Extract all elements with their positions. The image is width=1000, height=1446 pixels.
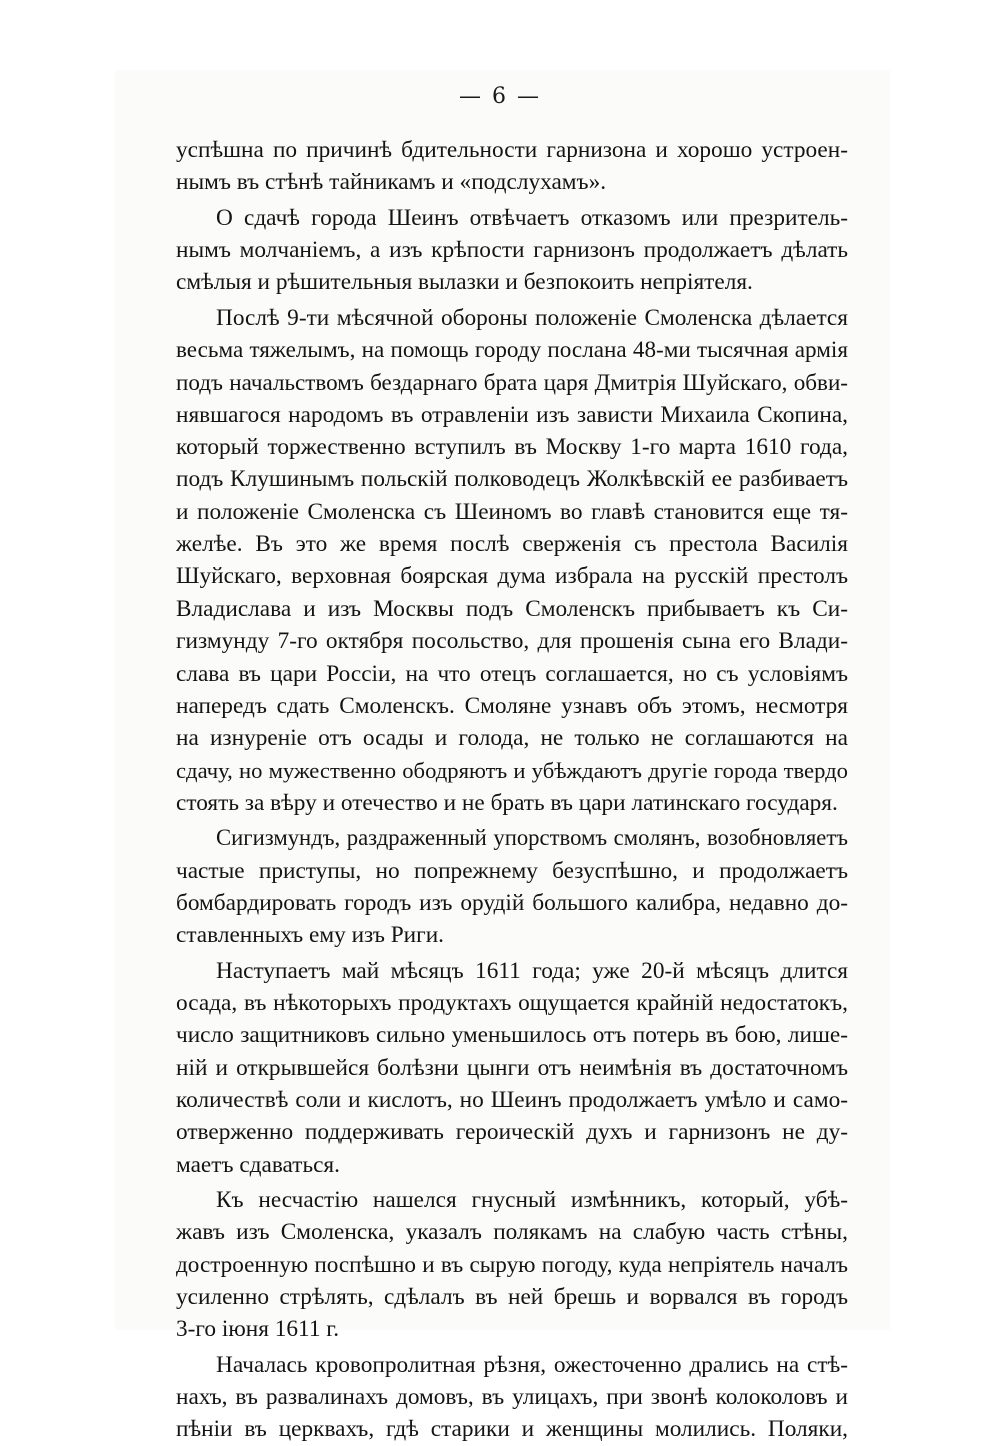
text-line: достроенную поспѣшно и въ сырую погоду, куда непріятель началъ <box>176 1251 848 1278</box>
paragraph <box>176 134 848 199</box>
text-line: Владислава и изъ Москвы подъ Смоленскъ прибываетъ къ Си- <box>176 595 848 622</box>
paragraph <box>176 302 848 820</box>
text-line: нахъ, въ развалинахъ домовъ, въ улицахъ, при звонѣ колоколовъ и <box>176 1384 848 1411</box>
text-line: Наступаетъ май мѣсяцъ 1611 года; уже 20-й мѣсяцъ длится <box>216 957 848 984</box>
text-line: напередъ сдать Смоленскъ. Смоляне узнавъ объ этомъ, несмотря <box>176 692 848 719</box>
text-line: О сдачѣ города Шеинъ отвѣчаетъ отказомъ или презритель- <box>216 204 848 231</box>
text-line: стоять за вѣру и отечество и не брать въ цари латинскаго государя. <box>176 789 838 816</box>
text-line: желѣе. Въ это же время послѣ сверженія съ престола Василія <box>176 531 848 558</box>
text-line: Сигизмундъ, раздраженный упорствомъ смолянъ, возобновляетъ <box>216 825 848 851</box>
text-line: на изнуреніе отъ осады и голода, не только не соглашаются на <box>176 725 848 752</box>
text-line: и положеніе Смоленска съ Шеиномъ во главѣ становится еще тя- <box>176 498 848 525</box>
paragraph <box>176 822 848 951</box>
text-line: 3-го іюня 1611 г. <box>176 1316 340 1343</box>
text-line: частые приступы, но попрежнему безуспѣшно, и продолжаетъ <box>176 857 848 884</box>
text-line: гизмунду 7-го октября посольство, для прошенія сына его Влади- <box>176 628 848 655</box>
text-line: слава въ цари Россіи, на что отецъ соглашается, но съ условіямъ <box>176 660 848 687</box>
text-line: маетъ сдаваться. <box>176 1151 340 1178</box>
text-line: подъ Клушинымъ польскій полководецъ Жолкѣвскій ее разбиваетъ <box>176 466 848 493</box>
paragraph <box>176 1349 848 1446</box>
text-line: смѣлыя и рѣшительныя вылазки и безпокоить непріятеля. <box>176 269 753 296</box>
text-line: Шуйскаго, верховная боярская дума избрала на русскій престолъ <box>176 563 848 590</box>
text-line: бомбардировать городъ изъ орудій большого калибра, недавно до- <box>176 889 848 916</box>
paragraph <box>176 202 848 299</box>
text-line: ній и открывшейся болѣзни цынги отъ неимѣнія въ достаточномъ <box>176 1054 848 1081</box>
text-line: пѣніи въ церквахъ, гдѣ старики и женщины молились. Поляки, <box>176 1416 848 1443</box>
body-text <box>176 134 848 1446</box>
text-line: Послѣ 9-ти мѣсячной обороны положеніе Смоленска дѣлается <box>216 304 848 331</box>
text-line: который торжественно вступилъ въ Москву 1-го марта 1610 года, <box>176 434 848 461</box>
text-line: нявшагося народомъ въ отравленіи изъ зависти Михаила Скопина, <box>176 401 848 428</box>
text-line: усиленно стрѣлять, сдѣлалъ въ ней брешь и ворвался въ городъ <box>176 1284 848 1311</box>
text-line: Началась кровопролитная рѣзня, ожесточенно дрались на стѣ- <box>216 1351 848 1378</box>
text-line: сдачу, но мужественно ободряютъ и убѣждаютъ другіе города твердо <box>176 757 848 783</box>
text-line: подъ начальствомъ бездарнаго брата царя Дмитрія Шуйскаго, обви- <box>176 369 848 396</box>
text-line: число защитниковъ сильно уменьшилось отъ потерь въ бою, лише- <box>176 1022 848 1049</box>
text-line: жавъ изъ Смоленска, указалъ полякамъ на слабую часть стѣны, <box>176 1219 848 1246</box>
text-line: успѣшна по причинѣ бдительности гарнизона и хорошо устроен- <box>176 137 848 163</box>
page-number: — 6 — <box>459 84 541 109</box>
text-line: количествѣ соли и кислотъ, но Шеинъ продолжаетъ умѣло и само- <box>176 1086 848 1113</box>
paragraph <box>176 955 848 1181</box>
text-line: нымъ въ стѣнѣ тайникамъ и «подслухамъ». <box>176 169 607 196</box>
text-line: Къ несчастію нашелся гнусный измѣнникъ, который, убѣ- <box>216 1187 848 1213</box>
text-line: ставленныхъ ему изъ Риги. <box>176 922 444 949</box>
text-line: отверженно поддерживать героическій духъ и гарнизонъ не ду- <box>176 1119 848 1146</box>
text-line: нымъ молчаніемъ, а изъ крѣпости гарнизонъ продолжаетъ дѣлать <box>176 237 848 264</box>
paragraph <box>176 1184 848 1346</box>
text-line: осада, въ нѣкоторыхъ продуктахъ ощущается крайній недостатокъ, <box>176 989 848 1016</box>
text-line: весьма тяжелымъ, на помощь городу послана 48-ми тысячная армія <box>176 337 848 364</box>
